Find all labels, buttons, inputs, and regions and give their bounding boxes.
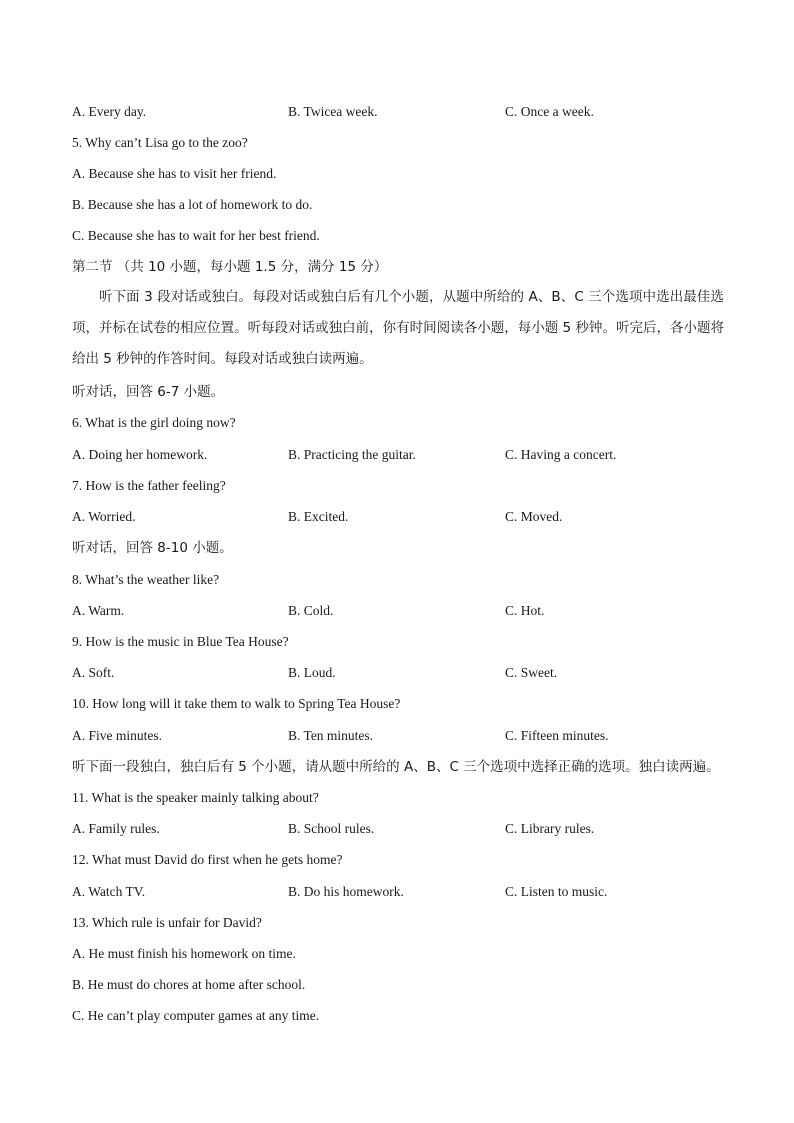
q8-option-b: B. Cold. [288, 603, 334, 618]
q10-option-a: A. Five minutes. [72, 728, 162, 743]
dialog2-label: 听对话，回答 8-10 小题。 [72, 540, 233, 556]
q9-question: 9. How is the music in Blue Tea House? [72, 634, 289, 649]
q7-option-a: A. Worried. [72, 509, 136, 524]
q13-option-a: A. He must finish his homework on time. [72, 946, 296, 961]
q7-option-b: B. Excited. [288, 509, 349, 524]
q6-option-c: C. Having a concert. [505, 447, 617, 462]
q9-option-b: B. Loud. [288, 665, 336, 680]
q13-option-b: B. He must do chores at home after school. [72, 977, 306, 992]
q5-option-b: B. Because she has a lot of homework to do. [72, 197, 313, 212]
q4-option-b: B. Twicea week. [288, 104, 378, 119]
q12-question: 12. What must David do first when he gets home? [72, 852, 343, 867]
q6-option-a: A. Doing her homework. [72, 447, 208, 462]
q10-option-b: B. Ten minutes. [288, 728, 374, 743]
q6-option-b: B. Practicing the guitar. [288, 447, 416, 462]
q10-question: 10. How long will it take them to walk to Spring Tea House? [72, 696, 401, 711]
q12-option-b: B. Do his homework. [288, 884, 404, 899]
q7-option-c: C. Moved. [505, 509, 563, 524]
monologue-label: 听下面一段独白，独白后有 5 个小题，请从题中所给的 A、B、C 三个选项中选择正确的选项。独白读两遍。 [72, 759, 720, 775]
q8-option-c: C. Hot. [505, 603, 545, 618]
q9-option-c: C. Sweet. [505, 665, 558, 680]
q13-option-c: C. He can’t play computer games at any time. [72, 1008, 320, 1023]
q8-option-a: A. Warm. [72, 603, 125, 618]
section-instructions: 听下面 3 段对话或独白。每段对话或独白后有几个小题，从题中所给的 A、B、C 三个选项中选出最佳选项，并标在试卷的相应位置。听每段对话或独白前，你有时间阅读各小题，每小题 5 秒钟。听完后，各小题将给出 5 秒钟的作答时间。每段对话或独白读两遍。 [72, 289, 724, 367]
q4-option-c: C. Once a week. [505, 104, 594, 119]
q8-question: 8. What’s the weather like? [72, 572, 220, 587]
section-heading: 第二节 （共 10 小题，每小题 1.5 分，满分 15 分） [72, 259, 388, 275]
q11-question: 11. What is the speaker mainly talking about? [72, 790, 319, 805]
q4-option-a: A. Every day. [72, 104, 147, 119]
q11-option-c: C. Library rules. [505, 821, 595, 836]
q11-option-b: B. School rules. [288, 821, 375, 836]
q6-question: 6. What is the girl doing now? [72, 415, 236, 430]
q9-option-a: A. Soft. [72, 665, 115, 680]
q10-option-c: C. Fifteen minutes. [505, 728, 609, 743]
q11-option-a: A. Family rules. [72, 821, 160, 836]
q7-question: 7. How is the father feeling? [72, 478, 226, 493]
q13-question: 13. Which rule is unfair for David? [72, 915, 262, 930]
dialog1-label: 听对话，回答 6-7 小题。 [72, 384, 225, 400]
q12-option-c: C. Listen to music. [505, 884, 608, 899]
q5-question: 5. Why can’t Lisa go to the zoo? [72, 135, 248, 150]
q12-option-a: A. Watch TV. [72, 884, 146, 899]
q5-option-c: C. Because she has to wait for her best friend. [72, 228, 320, 243]
q5-option-a: A. Because she has to visit her friend. [72, 166, 277, 181]
